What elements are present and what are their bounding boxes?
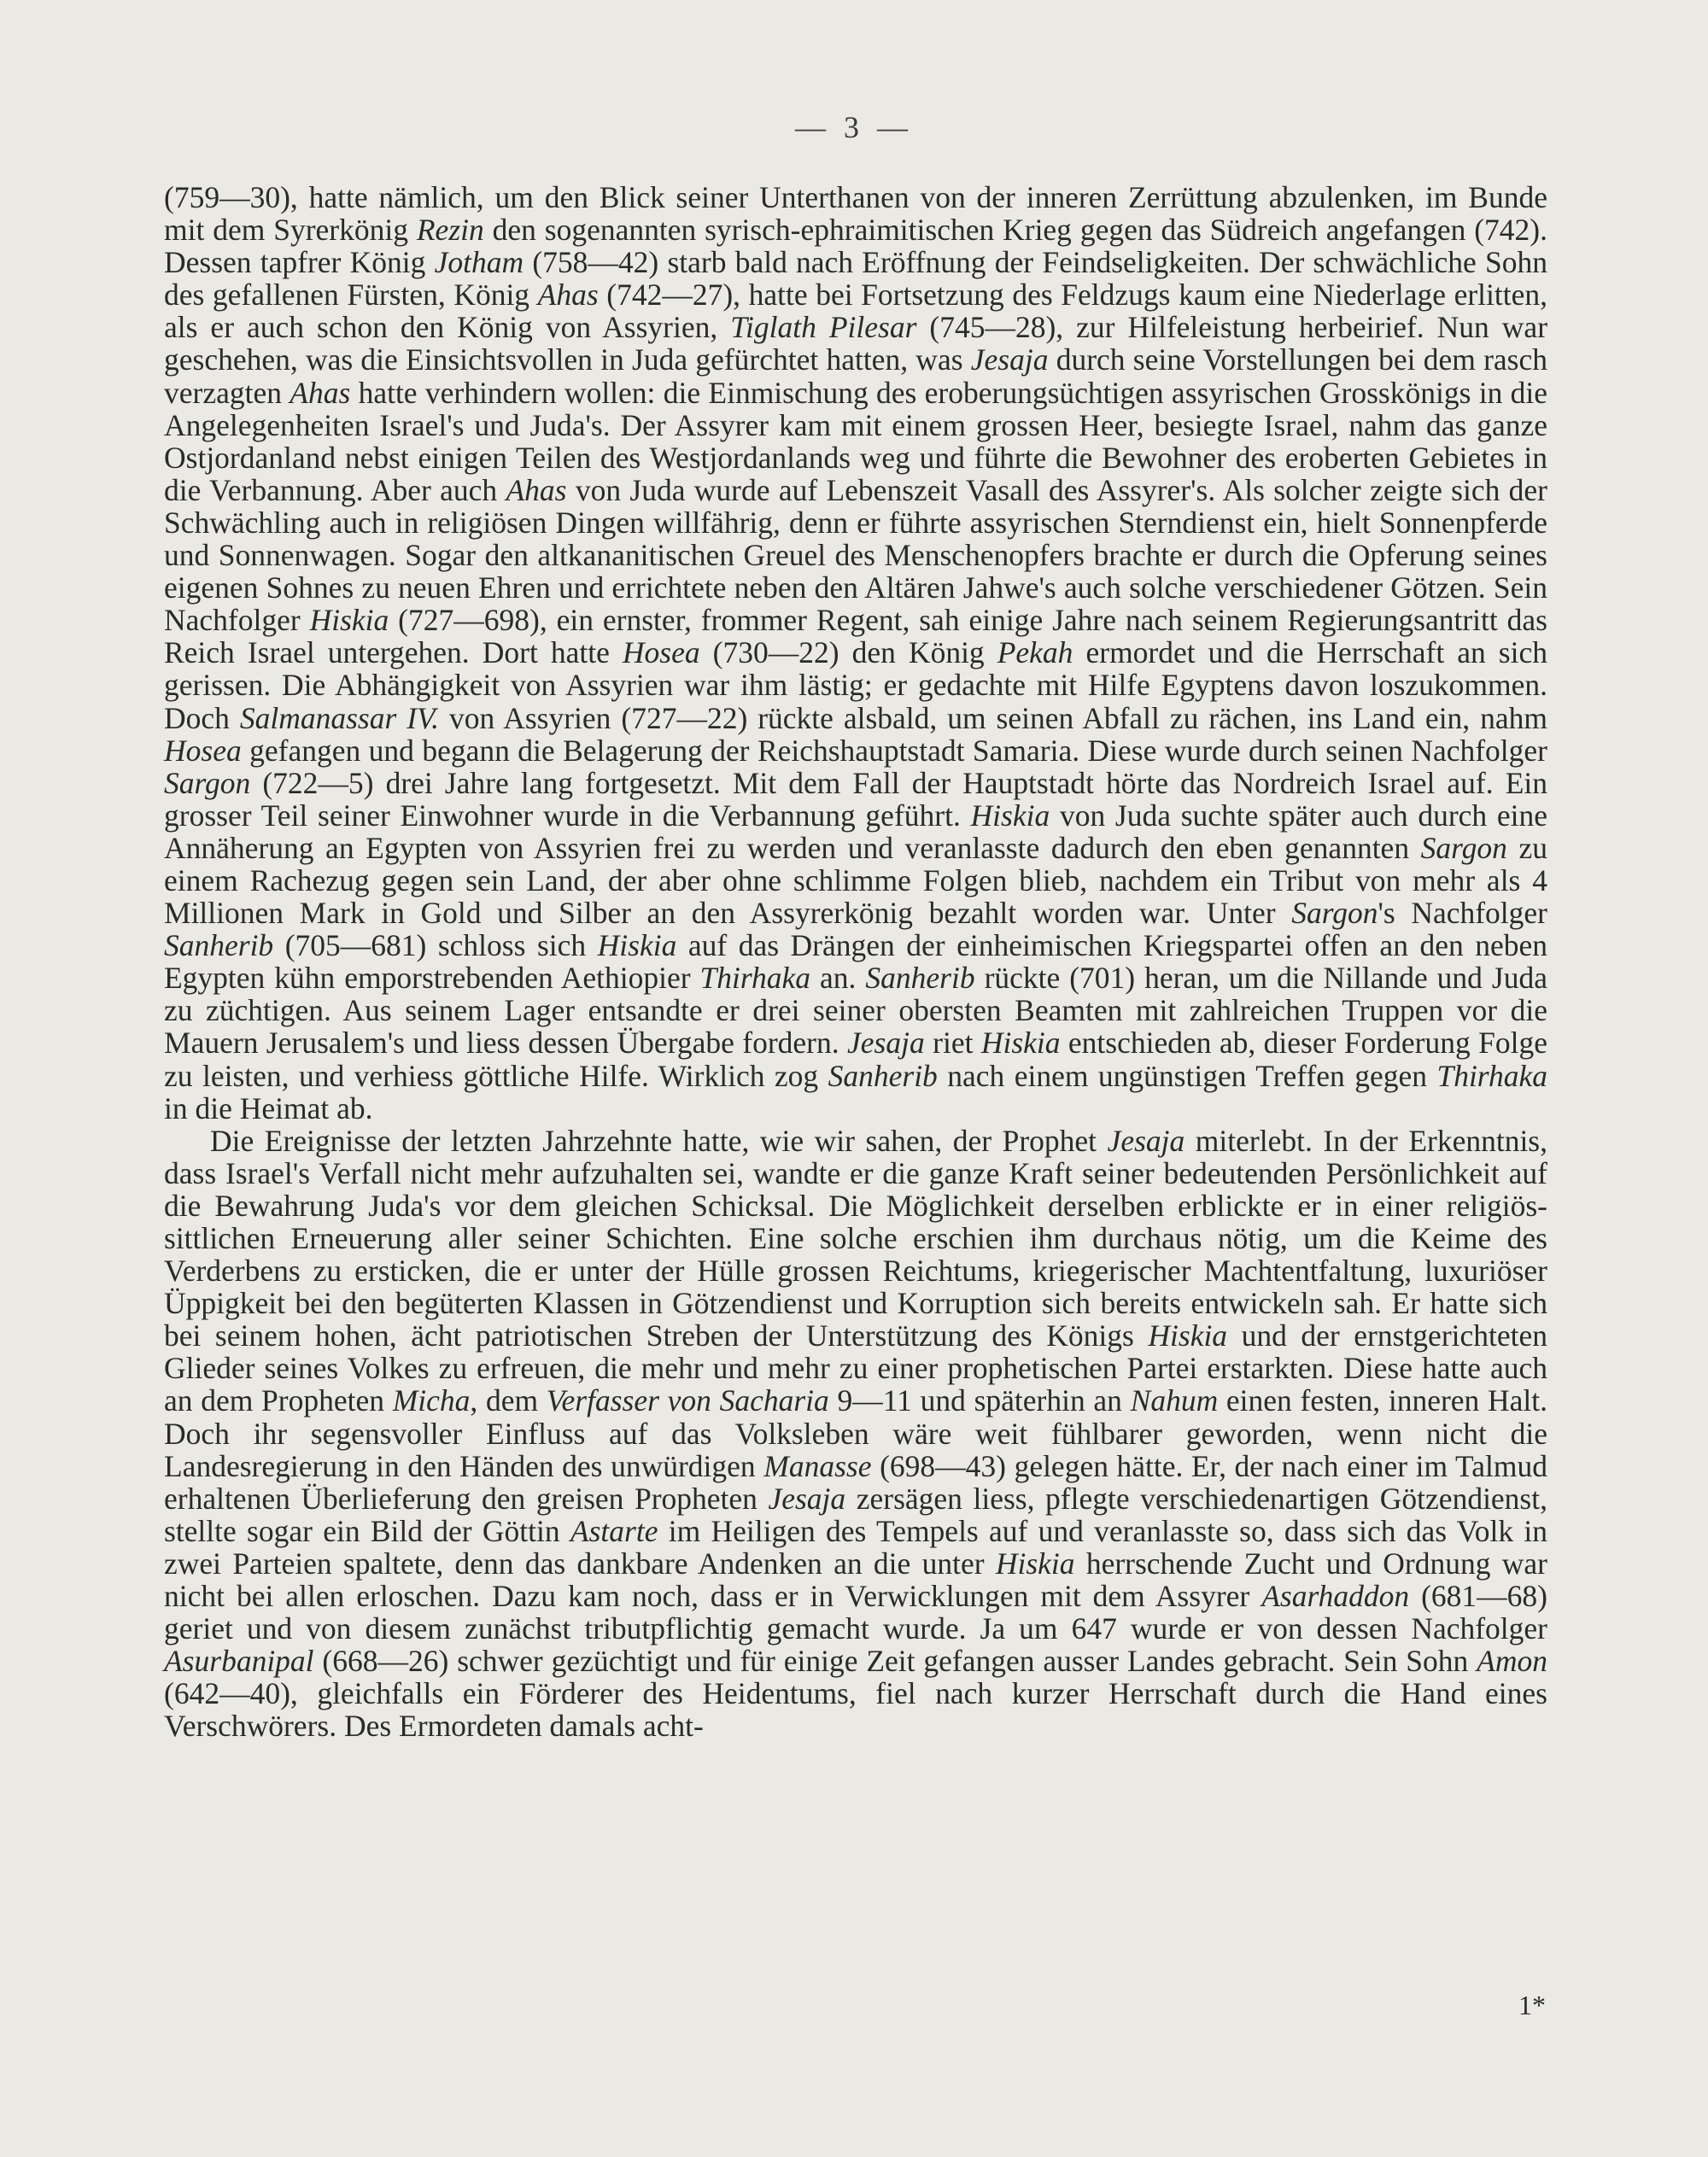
italic-name: Nahum bbox=[1130, 1383, 1219, 1418]
italic-name: Hiskia bbox=[980, 1026, 1061, 1061]
italic-name: Hiskia bbox=[970, 798, 1050, 833]
text-run: (722—5) drei Jahre lang fortgesetzt. Mit dem Fall der Hauptstadt hörte das Nordreich Israel auf. Ein grosser Teil seiner Einwohner wurde in die Verbannung geführt. bbox=[164, 765, 1547, 833]
italic-name: Hiskia bbox=[1148, 1318, 1228, 1353]
italic-name: Hosea bbox=[622, 635, 700, 670]
text-run: durch seine Vorstellungen bei dem rasch verzagten bbox=[164, 342, 1547, 410]
body-text bbox=[164, 181, 1547, 1743]
italic-name: Sargon bbox=[164, 765, 251, 800]
italic-name: Hiskia bbox=[597, 928, 677, 963]
italic-name: Jesaja bbox=[847, 1026, 925, 1061]
text-run: 9—11 und späterhin an bbox=[828, 1383, 1131, 1418]
italic-name: Salmanassar IV. bbox=[239, 700, 440, 735]
text-run: (668—26) schwer gezüchtigt und für einige Zeit gefangen ausser Landes gebracht. Sein Sohn bbox=[313, 1644, 1477, 1679]
italic-name: Jotham bbox=[434, 245, 524, 280]
italic-name: Jesaja bbox=[970, 342, 1049, 377]
text-run: gefangen und begann die Belagerung der Reichshauptstadt Samaria. Diese wurde durch seinen Nachfolger bbox=[241, 733, 1547, 768]
italic-name: Micha bbox=[392, 1383, 471, 1418]
italic-name: Thirhaka bbox=[1436, 1058, 1547, 1093]
italic-name: Jesaja bbox=[768, 1481, 846, 1516]
text-run: in die Heimat ab. bbox=[164, 1090, 373, 1125]
text-run: von Assyrien (727—22) rückte alsbald, um seinen Abfall zu rächen, ins Land ein, nahm bbox=[439, 700, 1547, 735]
text-run: (681—68) geriet und von diesem zunächst tributpflichtig gemacht wurde. Ja um 647 wurde er von dessen Nachfolger bbox=[164, 1579, 1547, 1646]
paragraph bbox=[164, 1125, 1547, 1743]
italic-name: Ahas bbox=[290, 375, 351, 410]
text-run: herrschende Zucht und Ordnung war nicht bei allen erloschen. Dazu kam noch, dass er in Verwicklungen mit dem Assyrer bbox=[164, 1546, 1547, 1614]
text-run: (758—42) starb bald nach Eröffnung der Feindseligkeiten. Der schwächliche Sohn des gefallenen Fürsten, König bbox=[164, 245, 1547, 313]
italic-name: Sargon bbox=[1420, 830, 1507, 865]
italic-name: Hiskia bbox=[995, 1546, 1075, 1581]
italic-name: Hiskia bbox=[309, 603, 389, 638]
italic-name: Verfasser von Sacharia bbox=[546, 1383, 829, 1418]
italic-name: Pekah bbox=[997, 635, 1073, 670]
italic-name: Sanherib bbox=[164, 928, 274, 963]
text-run: nach einem ungünstigen Treffen gegen bbox=[937, 1058, 1437, 1093]
page-number: — 3 — bbox=[795, 110, 913, 144]
text-run: im Heiligen des Tempels auf und veranlasste so, dass sich das Volk in zwei Parteien spaltete, denn das dankbare Andenken an die unter bbox=[164, 1513, 1547, 1581]
text-run: (730—22) den König bbox=[699, 635, 997, 670]
signature-mark: 1* bbox=[1518, 1990, 1546, 2020]
italic-name: Amon bbox=[1477, 1644, 1547, 1679]
paragraph bbox=[164, 181, 1547, 1125]
italic-name: Sanherib bbox=[865, 961, 975, 996]
italic-name: Sargon bbox=[1291, 896, 1378, 931]
italic-name: Sanherib bbox=[828, 1058, 938, 1093]
text-run: auf das Drängen der einheimischen Kriegspartei offen an den neben Egypten kühn emporstrebenden Aethiopier bbox=[164, 928, 1547, 996]
text-run: riet bbox=[924, 1026, 981, 1061]
text-run: von Juda suchte später auch durch eine Annäherung an Egypten von Assyrien frei zu werden und veranlasste dadurch den eben genannten bbox=[164, 798, 1547, 865]
italic-name: Asurbanipal bbox=[164, 1644, 314, 1679]
italic-name: Jesaja bbox=[1107, 1123, 1185, 1158]
text-run: einen festen, inneren Halt. Doch ihr segensvoller Einfluss auf das Volksleben wäre weit fühlbarer geworden, wenn nicht die Landesregierung in den Händen des unwürdigen bbox=[164, 1383, 1547, 1483]
text-run: (727—698), ein ernster, frommer Regent, sah einige Jahre nach seinem Regierungsantritt das Reich Israel untergehen. Dort hatte bbox=[164, 603, 1547, 670]
text-run: an. bbox=[810, 961, 866, 996]
text-run: miterlebt. In der Erkenntnis, dass Israel's Verfall nicht mehr aufzuhalten sei, wandte er die ganze Kraft seiner bedeutenden Persönlichkeit auf die Bewahrung Juda's vor dem gleichen Schicksal. Die Möglichkeit derselben erblickte er in einer religiös-sittlichen Erneuerung aller seiner Schichten. Eine solche erschien ihm durchaus nötig, um die Keime des Verderbens zu ersticken, die er unter der Hülle grossen Reichtums, kriegerischer Machtentfaltung, luxuriöser Üppigkeit bei den begüterten Klassen in Götzendienst und Korruption sich bereits entwickeln sah. Er hatte sich bei seinem hohen, ächt patriotischen Streben der Unterstützung des Königs bbox=[164, 1123, 1547, 1353]
italic-name: Hosea bbox=[164, 733, 242, 768]
text-run: ermordet und die Herrschaft an sich gerissen. Die Abhängigkeit von Assyrien war ihm lästig; er gedachte mit Hilfe Egyptens davon loszukommen. Doch bbox=[164, 635, 1547, 735]
text-run: entschieden ab, dieser Forderung Folge zu leisten, und verhiess göttliche Hilfe. Wirklich zog bbox=[164, 1026, 1547, 1093]
text-run: zu einem Rachezug gegen sein Land, der aber ohne schlimme Folgen blieb, nachdem ein Tribut von mehr als 4 Millionen Mark in Gold und Silber an den Assyrerkönig bezahlt worden war. Unter bbox=[164, 830, 1547, 931]
text-run: , dem bbox=[470, 1383, 547, 1418]
italic-name: Tiglath Pilesar bbox=[730, 310, 917, 345]
text-run: und der ernstgerichteten Glieder seines Volkes zu erfreuen, die mehr und mehr zu einer prophetischen Partei erstarkten. Diese hatte auch an dem Propheten bbox=[164, 1318, 1547, 1418]
italic-name: Manasse bbox=[763, 1448, 872, 1483]
italic-name: Asarhaddon bbox=[1261, 1579, 1410, 1614]
italic-name: Astarte bbox=[570, 1513, 658, 1548]
text-run: den sogenannten syrisch-ephraimitischen Krieg gegen das Südreich angefangen (742). Dessen tapfrer König bbox=[164, 213, 1547, 280]
text-run: zersägen liess, pflegte verschiedenartigen Götzendienst, stellte sogar ein Bild der Göttin bbox=[164, 1481, 1547, 1548]
text-run: (705—681) schloss sich bbox=[273, 928, 598, 963]
italic-name: Thirhaka bbox=[699, 961, 811, 996]
text-run: hatte verhindern wollen: die Einmischung des eroberungsüchtigen assyrischen Grosskönigs in die Angelegenheiten Israel's und Juda's. Der Assyrer kam mit einem grossen Heer, besiegte Israel, nahm das ganze Ostjordanland nebst einigen Teilen des Westjordanlands weg und führte die Bewohner des eroberten Gebietes in die Verbannung. Aber auch bbox=[164, 375, 1547, 507]
text-run: (742—27), hatte bei Fortsetzung des Feldzugs kaum eine Niederlage erlitten, als er auch schon den König von Assyrien, bbox=[164, 278, 1547, 345]
text-run: Die Ereignisse der letzten Jahrzehnte hatte, wie wir sahen, der Prophet bbox=[210, 1123, 1108, 1158]
text-run: (745—28), zur Hilfeleistung herbeirief. Nun war geschehen, was die Einsichtsvollen in Juda gefürchtet hatten, was bbox=[164, 310, 1548, 377]
italic-name: Ahas bbox=[506, 472, 567, 507]
text-run: (642—40), gleichfalls ein Förderer des Heidentums, fiel nach kurzer Herrschaft durch die Hand eines Verschwörers. Des Ermordeten damals acht- bbox=[164, 1676, 1547, 1744]
italic-name: Ahas bbox=[537, 278, 599, 313]
text-run: rückte (701) heran, um die Nillande und Juda zu züchtigen. Aus seinem Lager entsandte er drei seiner obersten Beamten mit zahlreichen Truppen vor die Mauern Jerusalem's und liess dessen Übergabe fordern. bbox=[164, 961, 1547, 1061]
text-run: von Juda wurde auf Lebenszeit Vasall des Assyrer's. Als solcher zeigte sich der Schwächling auch in religiösen Dingen willfährig, denn er führte assyrischen Sterndienst ein, hielt Sonnenpferde und Sonnenwagen. Sogar den altkananitischen Greuel des Menschenopfers brachte er durch die Opferung seines eigenen Sohnes zu neuen Ehren und errichtete neben den Altären Jahwe's auch solche verschiedener Götzen. Sein Nachfolger bbox=[164, 472, 1547, 638]
italic-name: Rezin bbox=[416, 213, 484, 248]
text-run: (698—43) gelegen hätte. Er, der nach einer im Talmud erhaltenen Überlieferung den greisen Propheten bbox=[164, 1448, 1547, 1516]
text-run: 's Nachfolger bbox=[1378, 896, 1547, 931]
text-run: (759—30), hatte nämlich, um den Blick seiner Unterthanen von der inneren Zerrüttung abzulenken, im Bunde mit dem Syrerkönig bbox=[164, 180, 1547, 248]
